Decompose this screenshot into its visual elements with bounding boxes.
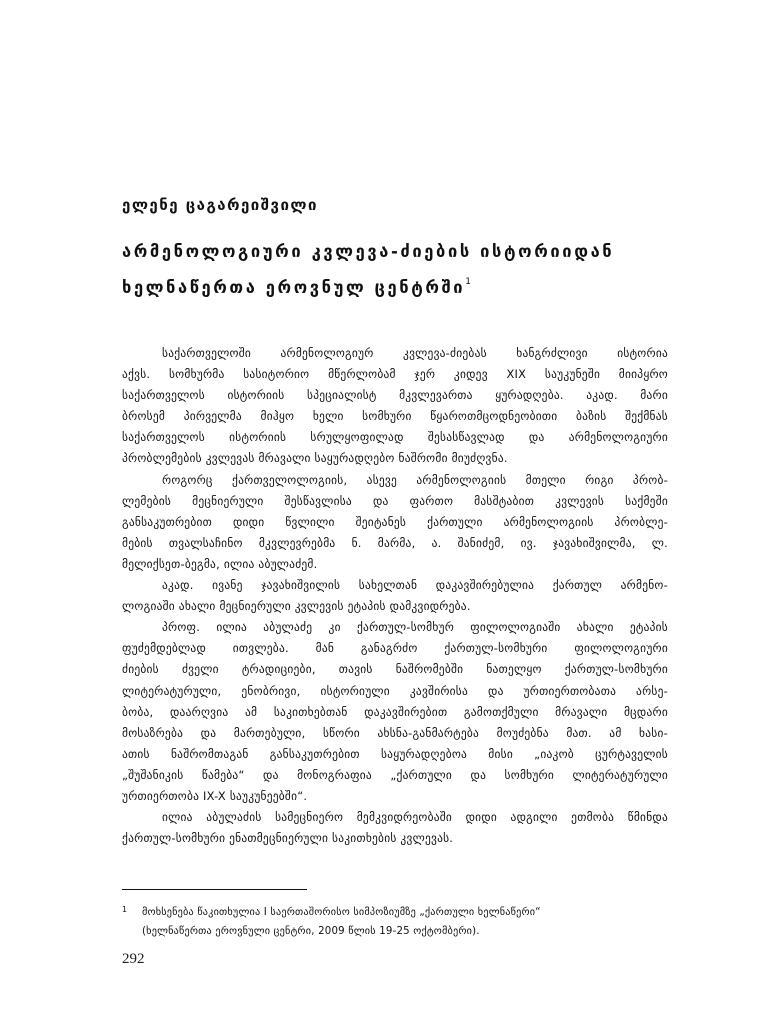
body-line: საქართველოს ისტორიის სრულყოფილად შესასწავლად და არმენოლოგიური [122, 430, 668, 445]
title-line-text: ხელნაწერთა ეროვნულ ცენტრში [122, 278, 466, 297]
body-line: მოსაზრება და მართებული, სწორი ახსნა-განმარტება მოუძებნა მათ. ამ ხასი- [122, 725, 668, 740]
body-line: ბობა, დაარღვია ამ საკითხებთან დაკავშირებით გამოთქმული მრავალი მცდარი [122, 704, 668, 719]
paragraph [122, 470, 668, 575]
paragraph [122, 617, 668, 807]
body-line: ფუძემდებლად ითვლება. მან განაგრძო ქართულ-სომხური ფილოლოგიური [122, 641, 668, 656]
title-footnote-ref: 1 [465, 277, 471, 287]
body-line: ლოგიაში ახალი მეცნიერული კვლევის ეტაპის დამკვიდრება. [122, 599, 471, 614]
body-line: ბროსემ პირველმა მიჰყო ხელი სომხური წყაროთმცოდნეობითი ბაზის შექმნას [122, 409, 668, 424]
body-line: როგორც ქართველოლოგიის, ასევე არმენოლოგიის მთელი რიგი პრობ- [162, 472, 668, 487]
article-body [122, 343, 668, 849]
body-line: მელიქსეთ-ბეგმა, ილია აბულაძემ. [122, 556, 318, 571]
page-number: 292 [122, 951, 145, 967]
paragraph [122, 807, 668, 849]
footnote-mark: 1 [122, 905, 128, 914]
body-line: ძიების ძველი ტრადიციები, თავის ნაშრომებში ნათელყო ქართულ-სომხური [122, 662, 668, 677]
body-line: განსაკუთრებით დიდი წვლილი შეიტანეს ქართული არმენოლოგიის პრობლე- [122, 514, 668, 529]
body-line: საქართველოს ისტორიის სპეციალისტ მკვლევართა ყურადღება. აკად. მარი [122, 388, 668, 403]
body-line: ქართულ-სომხური ენათმეცნიერული საკითხების კვლევას. [122, 831, 454, 846]
body-line: ათის ნაშრომთაგან განსაკუთრებით საყურადღებოა მისი „იაკობ ცურტაველის [122, 746, 668, 761]
author-name: ელენე ცაგარეიშვილი [122, 196, 318, 214]
article-title [122, 236, 682, 303]
body-line: პრობლემების კვლევას მრავალი საყურადღებო ნაშრომი მიუძღვნა. [122, 451, 508, 466]
paragraph [122, 575, 668, 617]
body-line: პროფ. ილია აბულაძე კი ქართულ-სომხურ ფილოლოგიაში ახალი ეტაპის [162, 620, 668, 635]
footnote-line: (ხელნაწერთა ეროვნული ცენტრი, 2009 წლის 19-25 ოქტომბერი). [142, 926, 480, 937]
body-line: ლიტერატურული, ენობრივი, ისტორიული კავშირისა და ურთიერთობათა არსე- [122, 683, 668, 698]
body-line: საქართველოში არმენოლოგიურ კვლევა-ძიებას ხანგრძლივი ისტორია [162, 346, 668, 360]
body-line: ურთიერთობა IX-X საუკუნეებში“. [122, 788, 308, 803]
body-line: ლემების მეცნიერული შესწავლისა და ფართო მასშტაბით კვლევის საქმეში [122, 493, 668, 508]
title-line: არმენოლოგიური კვლევა-ძიების ისტორიიდან [122, 242, 615, 261]
footnote-text [142, 903, 668, 941]
body-line: აქვს. სომხურმა სასიტორიო მწერლობამ ჯერ კიდევ XIX საუკუნეში მიიპყრო [122, 367, 668, 382]
footnote-line: მოხსენება წაკითხულია I საერთაშორისო სიმპოზიუმზე „ქართული ხელნაწერი“ [142, 907, 541, 918]
body-line: მების თვალსაჩინო მკვლევრებმა ნ. მარმა, ა. შანიძემ, ივ. ჯავახიშვილმა, ლ. [122, 535, 668, 550]
title-line [122, 267, 682, 303]
body-line: აკად. ივანე ჯავახიშვილის სახელთან დაკავშირებულია ქართულ არმენო- [162, 578, 668, 593]
body-line: ილია აბულაძის სამეცნიერო მემკვიდრეობაში დიდი ადგილი ეთმობა წმინდა [162, 810, 668, 825]
paragraph [122, 343, 668, 470]
body-line: „შუშანიკის წამება“ და მონოგრაფია „ქართული და სომხური ლიტერატურული [122, 767, 668, 782]
footnote-divider [122, 889, 307, 890]
